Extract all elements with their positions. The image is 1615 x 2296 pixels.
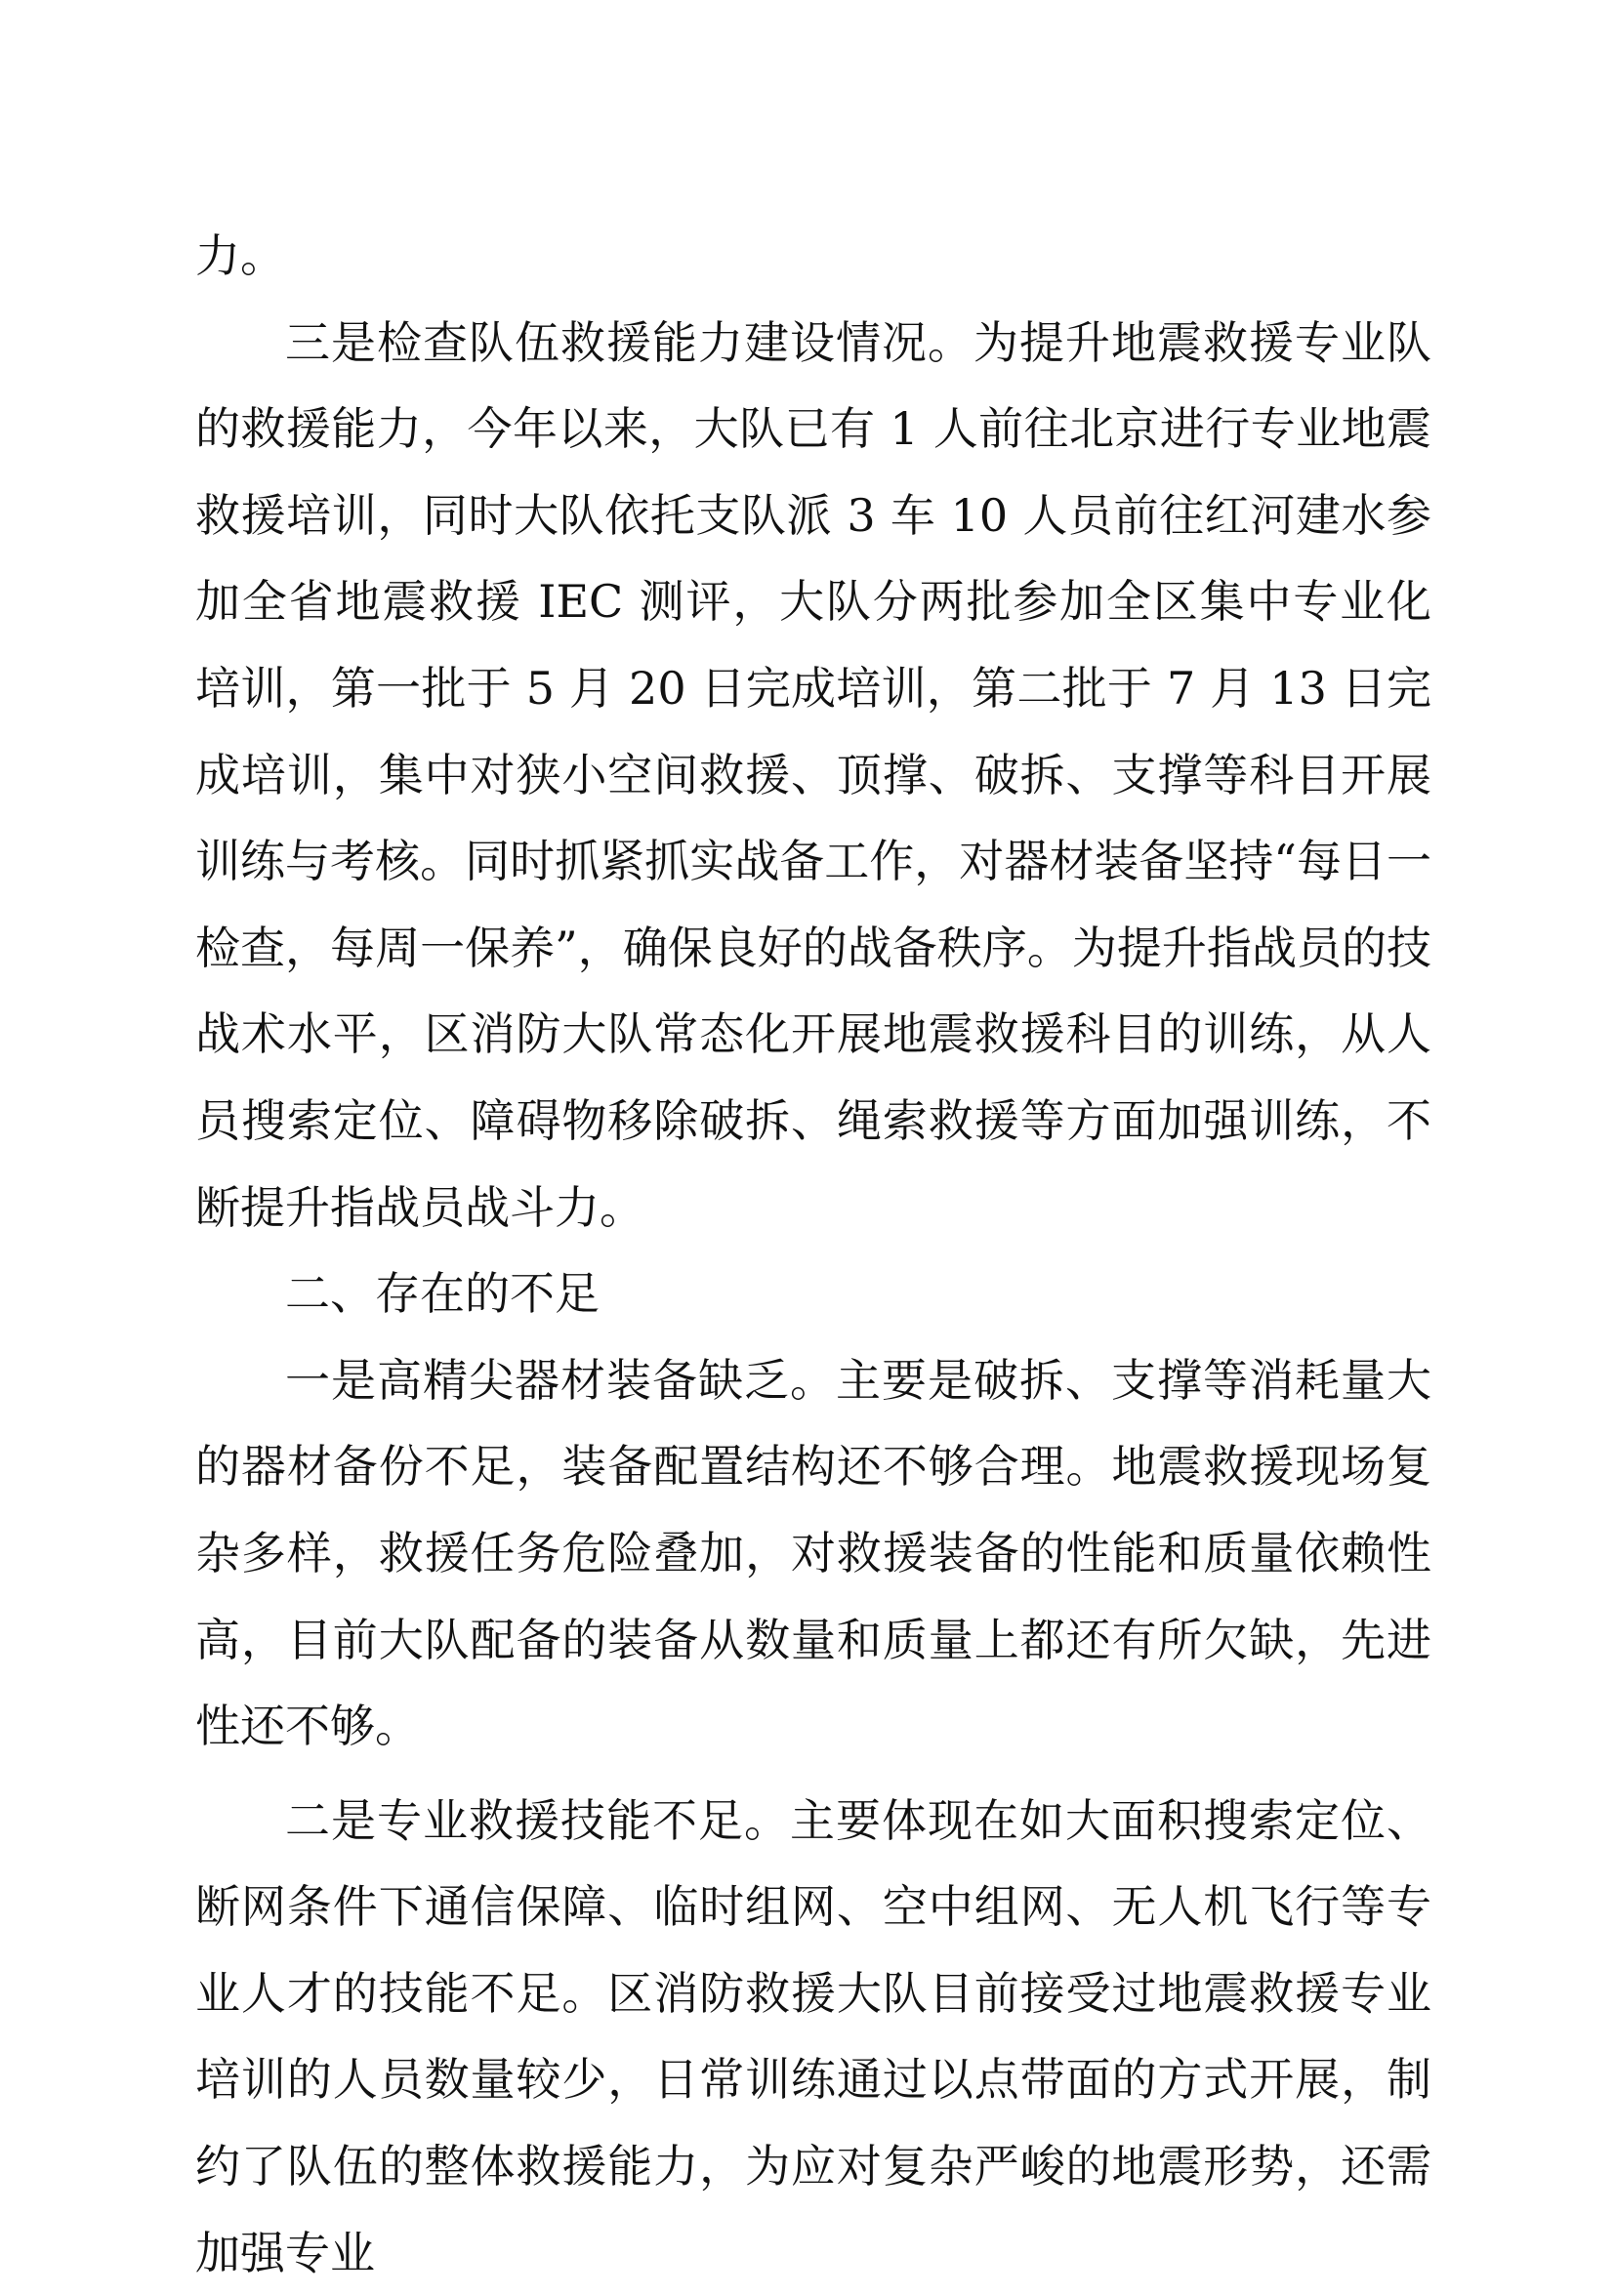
point-three-paragraph: 三是检查队伍救援能力建设情况。为提升地震救援专业队的救援能力，今年以来，大队已有 1 人前往北京进行专业地震救援培训，同时大队依托支队派 3 车 10 人员前往红河建水参加全省地震救援 IEC 测评，大队分两批参加全区集中专业化培训，第一批于 5 月 20 日完成培训，第二批于 7 月 13 日完成培训，集中对狭小空间救援、顶撑、破拆、支撑等科目开展训练与考核。同时抓紧抓实战备工作，对器材装备坚持“每日一检查，每周一保养”，确保良好的战备秩序。为提升指战员的技战术水平，区消防大队常态化开展地震救援科目的训练，从人员搜索定位、障碍物移除破拆、绳索救援等方面加强训练，不断提升指战员战斗力。 — [195, 315, 1431, 1234]
document-body — [195, 213, 1431, 2296]
continuation-paragraph: 力。 — [195, 229, 285, 282]
section-heading: 二、存在的不足 — [285, 1267, 600, 1321]
shortfall-one-paragraph: 一是高精尖器材装备缺乏。主要是破拆、支撑等消耗量大的器材备份不足，装备配置结构还不够合理。地震救援现场复杂多样，救援任务危险叠加，对救援装备的性能和质量依赖性高，目前大队配备的装备从数量和质量上都还有所欠缺，先进性还不够。 — [195, 1353, 1431, 1753]
shortfall-two-paragraph: 二是专业救援技能不足。主要体现在如大面积搜索定位、断网条件下通信保障、临时组网、空中组网、无人机飞行等专业人才的技能不足。区消防救援大队目前接受过地震救援专业培训的人员数量较少，日常训练通过以点带面的方式开展，制约了队伍的整体救援能力，为应对复杂严峻的地震形势，还需加强专业 — [195, 1793, 1431, 2279]
